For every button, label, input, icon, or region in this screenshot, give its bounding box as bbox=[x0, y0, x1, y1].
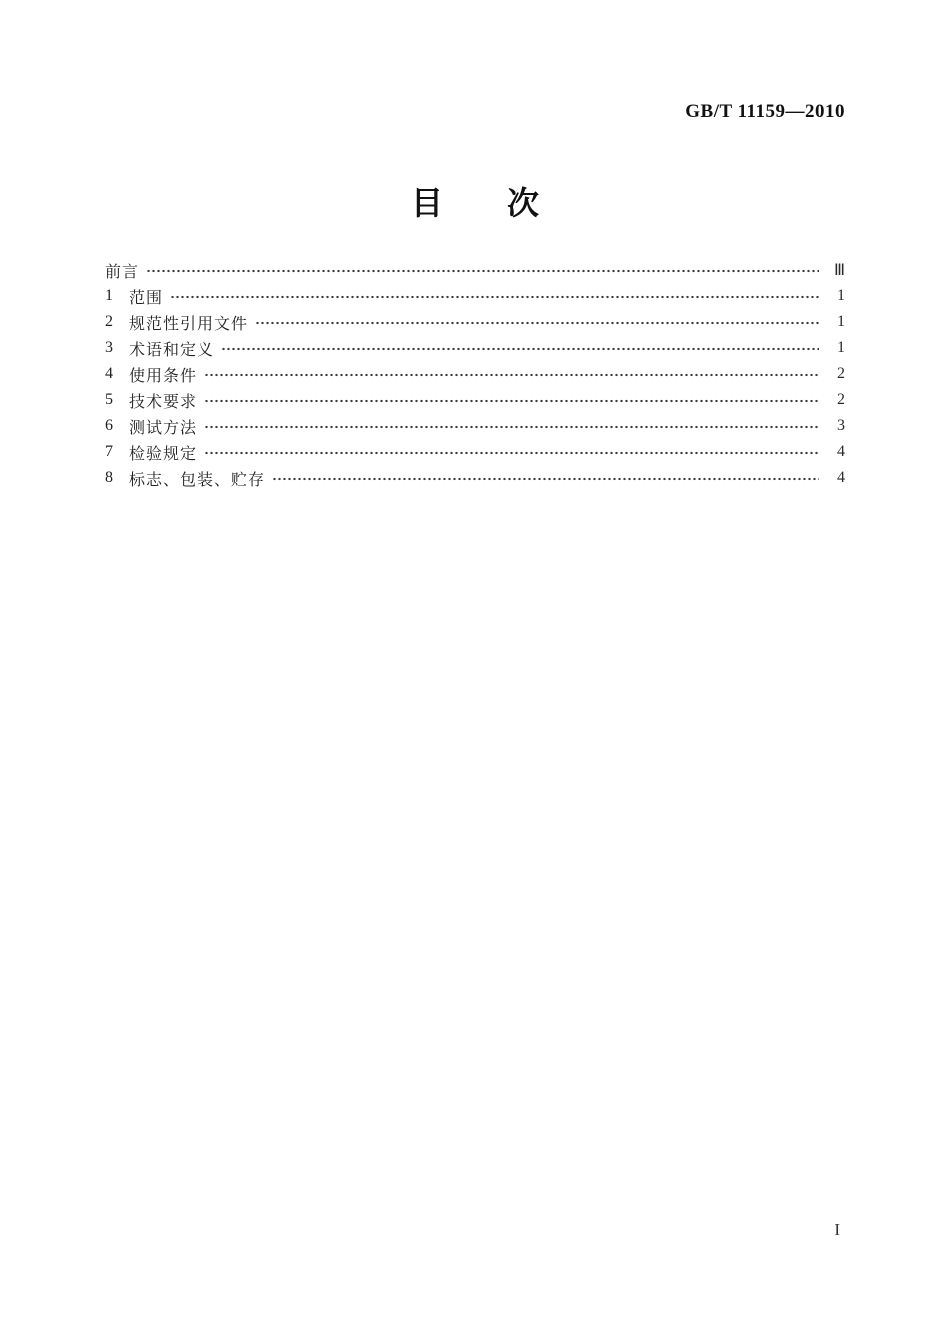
toc-entry-page: 2 bbox=[837, 391, 845, 408]
toc-entry-number: 6 bbox=[105, 417, 113, 434]
toc-entry bbox=[105, 283, 845, 309]
toc-entry-number: 7 bbox=[105, 443, 113, 460]
toc-list bbox=[105, 257, 845, 491]
toc-entry-page: 4 bbox=[837, 469, 845, 486]
toc-dot-leader bbox=[204, 366, 819, 382]
toc-entry-page: 1 bbox=[837, 339, 845, 356]
toc-dot-leader bbox=[204, 392, 819, 408]
page-title: 目 次 bbox=[410, 185, 539, 221]
toc-dot-leader bbox=[204, 444, 819, 460]
toc-entry bbox=[105, 387, 845, 413]
toc-dot-leader bbox=[255, 314, 819, 330]
toc-entry-label: 范围 bbox=[129, 289, 164, 307]
toc-entry-number: 3 bbox=[105, 339, 113, 356]
toc-entry-page: 3 bbox=[837, 417, 845, 434]
toc-entry-page: Ⅲ bbox=[833, 262, 845, 279]
toc-entry bbox=[105, 361, 845, 387]
toc-entry-number: 5 bbox=[105, 391, 113, 408]
toc-dot-leader bbox=[204, 418, 819, 434]
toc-entry-page: 1 bbox=[837, 287, 845, 304]
toc-entry-number: 2 bbox=[105, 313, 113, 330]
toc-entry-label: 使用条件 bbox=[129, 367, 198, 385]
toc-entry bbox=[105, 465, 845, 491]
toc-entry-page: 2 bbox=[837, 365, 845, 382]
toc-entry bbox=[105, 335, 845, 361]
toc-entry-label: 技术要求 bbox=[129, 393, 198, 411]
toc-entry-label: 前言 bbox=[105, 263, 140, 281]
toc-entry bbox=[105, 257, 845, 283]
toc-entry-label: 标志、包装、贮存 bbox=[129, 471, 266, 489]
toc-dot-leader bbox=[272, 470, 819, 486]
toc-entry bbox=[105, 413, 845, 439]
toc-entry-label: 规范性引用文件 bbox=[129, 315, 249, 333]
toc-entry-label: 检验规定 bbox=[129, 445, 198, 463]
toc-entry-label: 术语和定义 bbox=[129, 341, 215, 359]
toc-dot-leader bbox=[221, 340, 819, 356]
toc-entry bbox=[105, 309, 845, 335]
toc-entry-page: 1 bbox=[837, 313, 845, 330]
toc-entry-number: 4 bbox=[105, 365, 113, 382]
footer-page-number: I bbox=[834, 1220, 840, 1239]
toc-entry bbox=[105, 439, 845, 465]
toc-dot-leader bbox=[146, 262, 819, 278]
toc-entry-label: 测试方法 bbox=[129, 419, 198, 437]
toc-dot-leader bbox=[170, 288, 819, 304]
toc-entry-number: 1 bbox=[105, 287, 113, 304]
standard-code-header: GB/T 11159—2010 bbox=[685, 101, 845, 122]
toc-entry-page: 4 bbox=[837, 443, 845, 460]
toc-entry-number: 8 bbox=[105, 469, 113, 486]
